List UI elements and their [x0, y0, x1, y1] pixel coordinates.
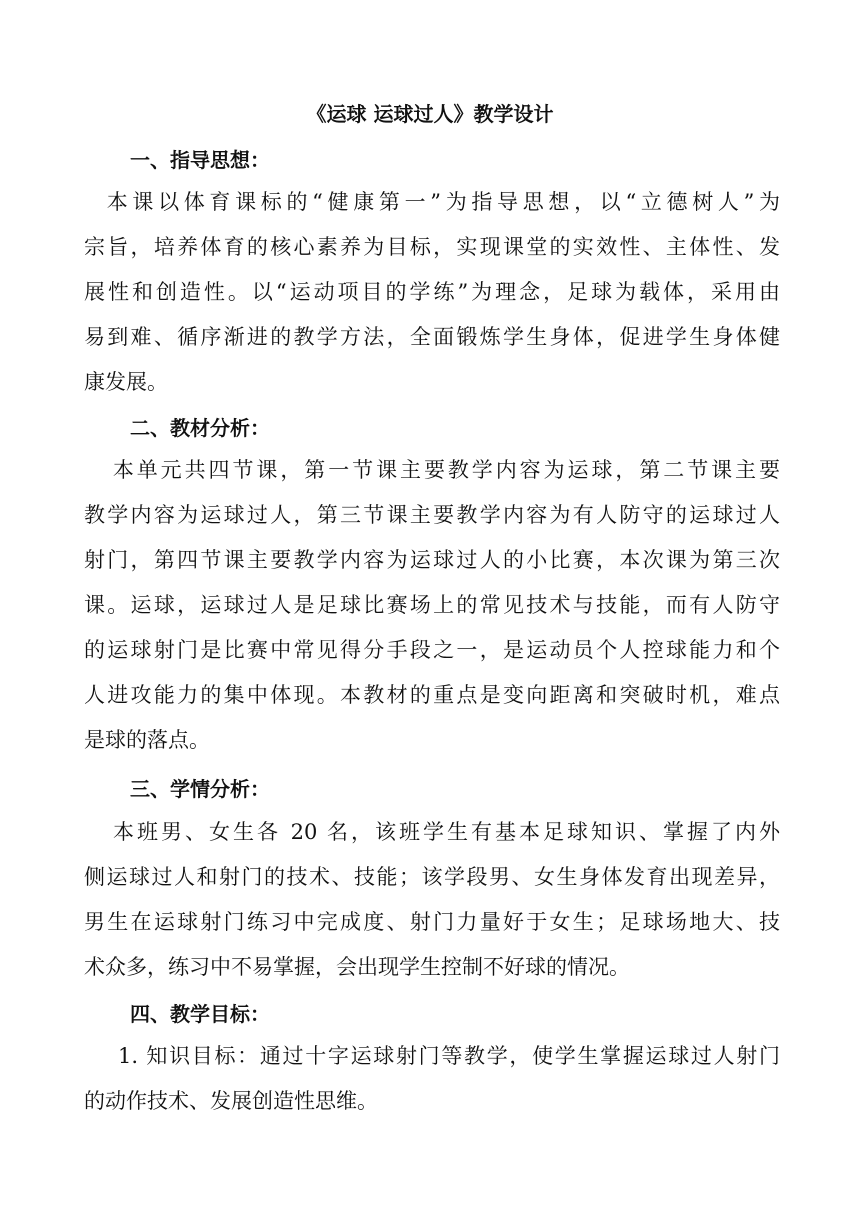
paragraph-line: 是球的落点。	[84, 728, 210, 752]
paragraph-line: 课。运球，运球过人是足球比赛场上的常见技术与技能，而有人防守	[84, 593, 780, 617]
paragraph-line: 本课以体育课标的“健康第一”为指导思想，以“立德树人”为	[84, 190, 780, 214]
paragraph-line: 1. 知识目标：通过十字运球射门等教学，使学生掌握运球过人射门	[118, 1044, 780, 1068]
paragraph-line: 的运球射门是比赛中常见得分手段之一，是运动员个人控球能力和个	[84, 638, 780, 662]
paragraph-line: 术众多，练习中不易掌握，会出现学生控制不好球的情况。	[84, 955, 630, 979]
paragraph-line: 射门，第四节课主要教学内容为运球过人的小比赛，本次课为第三次	[84, 548, 780, 572]
paragraph-line: 教学内容为运球过人，第三节课主要教学内容为有人防守的运球过人	[84, 503, 780, 527]
section-heading-guiding-ideology: 一、指导思想：	[130, 148, 270, 172]
section-heading-teaching-goals: 四、教学目标：	[130, 1002, 270, 1026]
section-paragraph-teaching-goals-continued	[84, 1079, 780, 1124]
paragraph-line: 男生在运球射门练习中完成度、射门力量好于女生；足球场地大、技	[84, 910, 780, 934]
section-paragraph-teaching-goals	[118, 1034, 780, 1079]
section-paragraph-guiding-ideology	[84, 180, 780, 405]
document-title: 《运球 运球过人》教学设计	[306, 102, 554, 126]
paragraph-line: 展性和创造性。以“运动项目的学练”为理念，足球为载体，采用由	[84, 280, 780, 304]
paragraph-line: 人进攻能力的集中体现。本教材的重点是变向距离和突破时机，难点	[84, 683, 780, 707]
paragraph-line: 侧运球过人和射门的技术、技能；该学段男、女生身体发育出现差异，	[84, 865, 780, 889]
paragraph-line: 康发展。	[84, 370, 168, 394]
section-paragraph-student-analysis	[84, 810, 780, 990]
section-heading-student-analysis: 三、学情分析：	[130, 777, 270, 801]
paragraph-line: 本单元共四节课，第一节课主要教学内容为运球，第二节课主要	[84, 458, 780, 482]
paragraph-line: 本班男、女生各 20 名，该班学生有基本足球知识、掌握了内外	[84, 820, 780, 844]
paragraph-line: 的动作技术、发展创造性思维。	[84, 1089, 378, 1113]
section-paragraph-material-analysis	[84, 448, 780, 763]
section-heading-material-analysis: 二、教材分析：	[130, 416, 270, 440]
paragraph-line: 易到难、循序渐进的教学方法，全面锻炼学生身体，促进学生身体健	[84, 325, 780, 349]
paragraph-line: 宗旨，培养体育的核心素养为目标，实现课堂的实效性、主体性、发	[84, 235, 780, 259]
